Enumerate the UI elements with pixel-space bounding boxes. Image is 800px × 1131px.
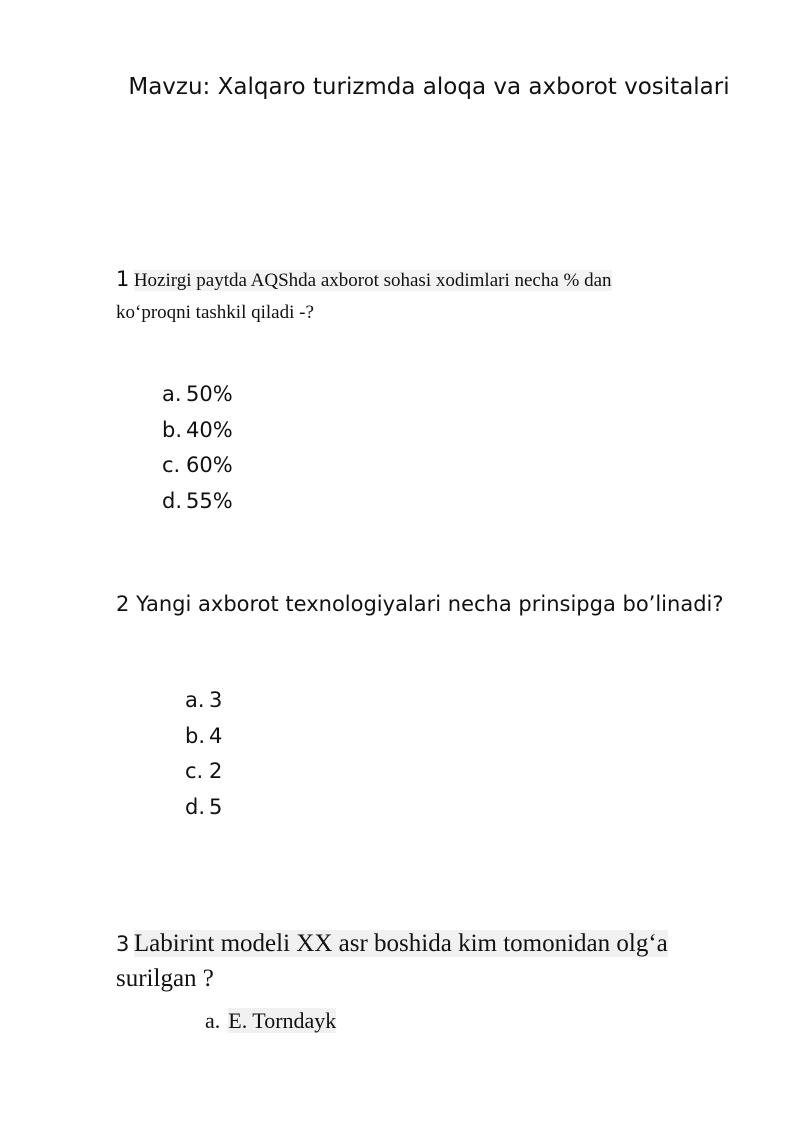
option-text: 3 bbox=[209, 688, 223, 712]
question-text-continued: surilgan ? bbox=[116, 965, 214, 992]
question-number: 3 bbox=[116, 932, 130, 956]
question-text: Labirint modeli XX asr boshida kim tomonidan olg‘a bbox=[133, 930, 668, 957]
answer-option bbox=[185, 754, 222, 790]
answer-option bbox=[185, 683, 222, 719]
answer-options-2 bbox=[185, 683, 222, 825]
option-letter: c. bbox=[162, 453, 181, 477]
option-letter: a. bbox=[162, 382, 182, 406]
option-text: 60% bbox=[186, 453, 233, 477]
option-text: E. Torndayk bbox=[228, 1008, 337, 1033]
option-text: 55% bbox=[186, 488, 233, 513]
page-title: Mavzu: Xalqaro turizmda aloqa va axborot vositalari bbox=[128, 74, 730, 100]
option-text: 4 bbox=[209, 723, 223, 748]
answer-option bbox=[185, 719, 222, 755]
option-letter: b. bbox=[185, 723, 206, 748]
question-text: Yangi axborot texnologiyalari necha prinsipga bo’linadi? bbox=[136, 592, 724, 616]
option-letter: c. bbox=[185, 759, 204, 783]
question-number: 1 bbox=[116, 267, 130, 291]
answer-options-1 bbox=[162, 377, 233, 519]
answer-option bbox=[162, 484, 233, 520]
question-text-continued: ko‘proqni tashkil qiladi -? bbox=[116, 302, 314, 323]
answer-option bbox=[205, 1006, 336, 1036]
question-2 bbox=[116, 592, 736, 616]
option-text: 50% bbox=[186, 382, 233, 406]
option-letter: a. bbox=[205, 1008, 221, 1033]
option-text: 5 bbox=[209, 794, 223, 819]
option-letter: b. bbox=[162, 417, 183, 442]
option-letter: d. bbox=[185, 794, 206, 819]
option-text: 40% bbox=[186, 417, 233, 442]
question-3 bbox=[116, 926, 736, 996]
question-text: Hozirgi paytda AQShda axborot sohasi xodimlari necha % dan bbox=[133, 270, 612, 291]
option-letter: a. bbox=[185, 688, 205, 712]
answer-option bbox=[185, 790, 222, 826]
option-letter: d. bbox=[162, 488, 183, 513]
option-text: 2 bbox=[209, 759, 223, 783]
answer-option bbox=[162, 413, 233, 449]
answer-option bbox=[162, 448, 233, 484]
answer-option bbox=[162, 377, 233, 413]
question-1 bbox=[116, 264, 736, 329]
question-number: 2 bbox=[116, 592, 130, 616]
